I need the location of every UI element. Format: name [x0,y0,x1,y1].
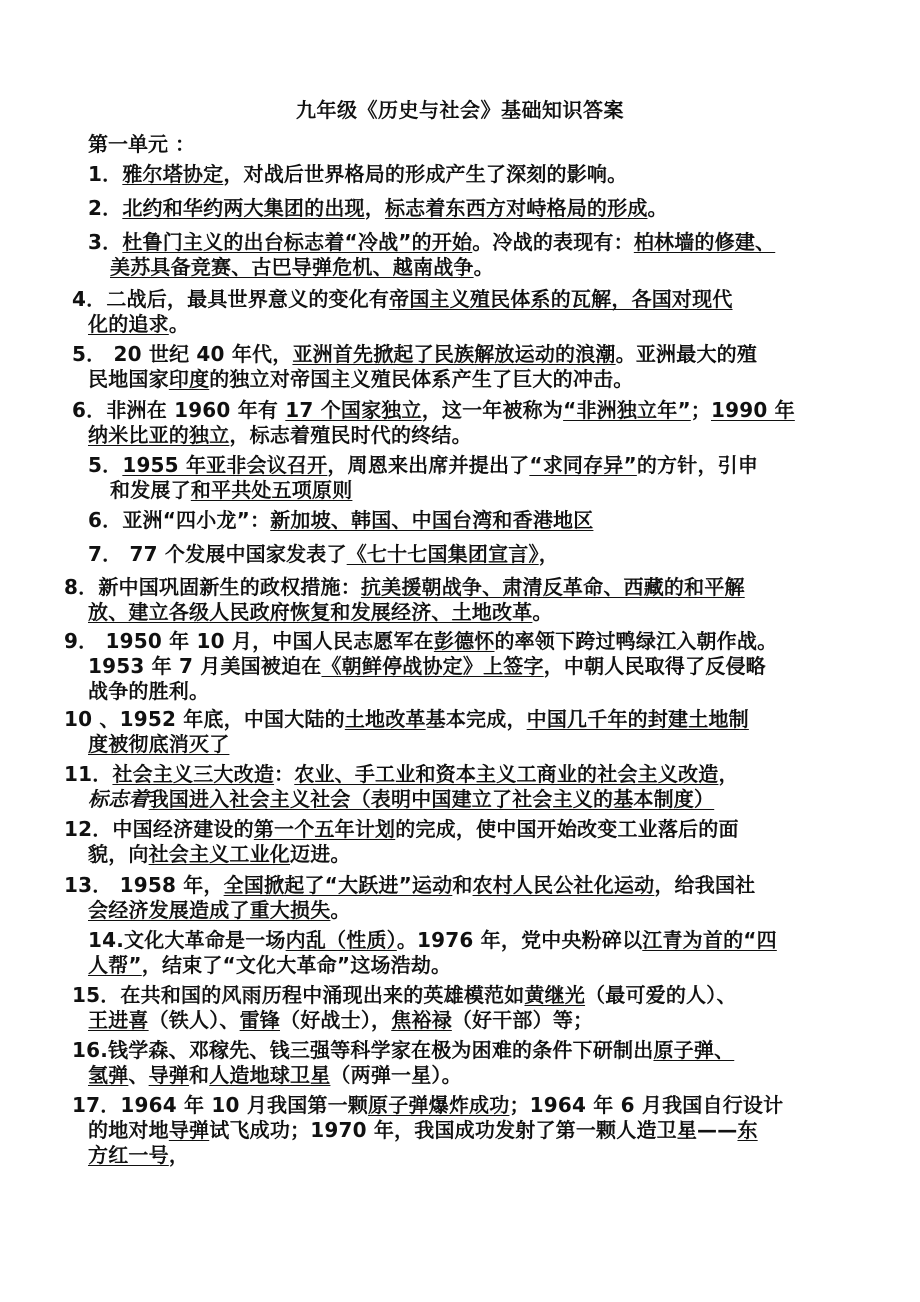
text-segment: 1953 年 7 月美国被迫在 [88,654,322,678]
item-line [64,817,824,842]
list-item [88,542,848,567]
answer-underlined: 纳米比亚的独立 [88,423,230,447]
answer-underlined: 和平共处五项原则 [190,478,353,502]
text-segment: 试飞成功；1970 年，我国成功发射了第一颗人造卫星—— [209,1118,738,1142]
text-segment: 2． [88,196,123,220]
answer-underlined: 农业、手工业和资本主义工商业的社会主义改造 [294,762,719,786]
text-segment: 。 [168,312,190,336]
item-line [72,342,832,367]
list-item [64,707,824,757]
item-line [72,367,832,392]
text-segment: 12．中国经济建设的 [64,817,254,841]
answer-underlined: 《朝鲜停战协定》上签字 [321,654,544,678]
list-item [72,983,832,1033]
text-segment: 13． 1958 年， [64,873,224,897]
answer-underlined: 社会主义三大改造 [112,762,275,786]
text-segment: 10 、1952 年底，中国大陆的 [64,707,345,731]
item-line [72,1008,832,1033]
list-item [88,196,848,221]
text-segment: （最可爱的人）、 [585,983,737,1007]
answer-underlined: 新加坡、韩国、中国台湾和香港地区 [270,508,594,532]
text-segment: ，标志着殖民时代的终结。 [229,423,472,447]
list-item [88,453,848,503]
text-segment: 。 [330,898,351,922]
answer-underlined: 全国掀起了“大跃进”运动 [223,873,453,897]
text-segment: 基本完成， [425,707,527,731]
item-line [64,629,824,654]
answer-underlined: 杜鲁门主义的出台标志着“冷战”的开始 [122,230,473,254]
list-item [88,928,848,978]
item-line [72,1093,832,1118]
answer-underlined: 17 个国家独立 [285,398,422,422]
answer-underlined: “求同存异” [529,453,637,477]
item-line [88,508,848,533]
answer-underlined: 东 [737,1118,758,1142]
answer-underlined: 原子弹爆炸成功 [368,1093,510,1117]
text-segment: 9． 1950 年 10 月，中国人民志愿军在 [64,629,434,653]
text-segment: 14.文化大革命是一场 [88,928,286,952]
answer-underlined: 会经济发展造成了重大损失 [88,898,331,922]
item-line [72,1118,832,1143]
answer-underlined: 抗美援朝战争、肃清反革命、西藏的和平解 [360,575,745,599]
answer-underlined: 北约和华约两大集团的出现 [122,196,365,220]
list-item [88,508,848,533]
item-line [88,542,848,567]
text-segment: 17．1964 年 10 月我国第一颗 [72,1093,369,1117]
text-segment: 迈进。 [290,842,351,866]
answer-underlined: 放、建立各级人民政府恢复和发展经济、土地改革 [88,600,533,624]
text-segment: 。1976 年，党中央粉碎以 [396,928,643,952]
answer-underlined: 帝国主义殖民体系的瓦解，各国对现代 [389,287,733,311]
answer-underlined: 标志着东西方对峙格局的形成 [384,196,648,220]
text-segment: 民地国家 [88,367,169,391]
text-segment: ，给我国社 [654,873,756,897]
answer-underlined: 亚洲首先掀起了民族解放运动的浪潮 [292,342,616,366]
answer-underlined: 人帮” [88,953,142,977]
list-item [72,1038,832,1088]
text-segment: ；1964 年 6 月我国自行设计 [509,1093,784,1117]
item-line [64,842,824,867]
answer-underlined: 内乱（性质） [285,928,397,952]
item-line [64,707,824,732]
text-segment: 8．新中国巩固新生的政权措施： [64,575,361,599]
list-item [64,575,824,625]
text-segment: ： [274,762,295,786]
list-item [72,398,832,448]
text-segment: 5． 20 世纪 40 年代， [72,342,293,366]
item-line [72,1038,832,1063]
item-line [64,762,824,787]
text-segment: 6．亚洲“四小龙”： [88,508,271,532]
text-segment: 。 [647,196,668,220]
text-segment: 4．二战后，最具世界意义的变化有 [72,287,390,311]
text-segment: 和发展了 [110,478,191,502]
item-line [88,928,848,953]
answer-underlined: 化的追求 [88,312,169,336]
text-segment: 7． 77 个发展中国家发表了 [88,542,347,566]
answer-underlined: 第一个五年计划 [253,817,396,841]
item-line [72,398,832,423]
text-segment: 。冷战的表现有： [472,230,634,254]
item-line [88,953,848,978]
text-segment: （好干部）等； [451,1008,594,1032]
list-item [64,817,824,867]
text-segment: 和 [452,873,473,897]
list-item [72,287,832,337]
text-segment: 5． [88,453,123,477]
text-segment: 、 [128,1063,149,1087]
answer-underlined: 中国几千年的封建土地制 [526,707,749,731]
answer-underlined: 柏林墙的修建、 [633,230,776,254]
text-segment: 16.钱学森、邓稼先、钱三强等科学家在极为困难的条件下研制出 [72,1038,654,1062]
answer-underlined: 1990 年 [711,398,795,422]
answer-underlined: 我国进入社会主义社会（表明中国建立了社会主义的基本制度） [148,787,715,811]
answer-underlined: 焦裕禄 [391,1008,452,1032]
text-segment: 和 [189,1063,210,1087]
item-line [88,230,848,255]
unit-heading: 第一单元 ： [88,132,195,156]
answer-underlined: 社会主义工业化 [148,842,291,866]
answer-underlined: 人造地球卫星 [209,1063,331,1087]
text-segment: （好战士）， [280,1008,392,1032]
text-segment: ，中朝人民取得了反侵略 [543,654,766,678]
text-segment: 。亚洲最大的殖 [615,342,758,366]
item-line [72,423,832,448]
answer-underlined: 氢弹 [88,1063,129,1087]
text-segment: 的方针，引申 [636,453,759,477]
text-segment: 11． [64,762,113,786]
text-segment: 战争的胜利。 [88,679,210,703]
text-segment: ，结束了“文化大革命”这场浩劫。 [141,953,452,977]
item-line [64,575,824,600]
answer-underlined: 《七十七国集团宣言》 [346,542,539,566]
answer-underlined: 农村人民公社化运动 [472,873,655,897]
text-segment: ， [168,1143,190,1167]
text-segment: ， [538,542,559,566]
list-item [88,162,848,187]
text-segment: 15．在共和国的风雨历程中涌现出来的英雄模范如 [72,983,525,1007]
list-item [64,873,824,923]
answer-underlined: 彭德怀 [433,629,495,653]
answer-underlined: 原子弹、 [653,1038,735,1062]
answer-underlined: 江青为首的“四 [642,928,777,952]
answer-underlined: 度被彻底消灭了 [88,732,230,756]
answer-underlined: 土地改革 [344,707,426,731]
item-line [64,654,824,679]
text-segment: 6．非洲在 1960 年有 [72,398,286,422]
text-segment: ，周恩来出席并提出了 [327,453,530,477]
list-item [88,230,848,280]
text-segment: 貌，向 [88,842,149,866]
item-line [64,679,824,704]
text-segment: ， [364,196,385,220]
answer-underlined: 美苏具备竞赛、古巴导弹危机、越南战争 [110,255,474,279]
answer-underlined: 雷锋 [239,1008,281,1032]
text-segment: （铁人）、 [148,1008,240,1032]
item-line [64,732,824,757]
answer-underlined: 印度 [168,367,210,391]
list-item [72,342,832,392]
list-item [64,629,824,704]
answer-underlined: 王进喜 [88,1008,149,1032]
answer-underlined: 方红一号 [88,1143,169,1167]
item-line [88,255,848,280]
text-segment: ； [690,398,711,422]
answer-underlined: 导弹 [148,1063,190,1087]
text-segment: 的率领下跨过鸭绿江入朝作战。 [494,629,778,653]
answer-underlined: 1955 年亚非会议召开 [122,453,328,477]
item-line [72,983,832,1008]
text-segment: 。 [473,255,494,279]
italic-text: 标志着 [88,787,149,811]
text-segment: ，对战后世界格局的形成产生了深刻的影响。 [223,162,628,186]
text-segment: ，这一年被称为 [421,398,564,422]
text-segment: 。 [532,600,553,624]
answer-underlined: 黄继光 [524,983,586,1007]
text-segment: 的地对地 [88,1118,169,1142]
item-line [64,898,824,923]
answer-underlined: 雅尔塔协定 [122,162,224,186]
item-line [88,162,848,187]
text-segment: （两弹一星）。 [330,1063,462,1087]
item-line [64,787,824,812]
list-item [72,1093,832,1168]
item-line [64,600,824,625]
item-line [88,453,848,478]
text-segment: 的完成，使中国开始改变工业落后的面 [395,817,739,841]
page-title: 九年级《历史与社会》基础知识答案 [296,98,624,122]
answer-underlined: “非洲独立年” [563,398,691,422]
item-line [72,1143,832,1168]
text-segment: 1． [88,162,123,186]
item-line [72,287,832,312]
item-line [64,873,824,898]
item-line [72,1063,832,1088]
item-line [88,478,848,503]
text-segment: 3． [88,230,123,254]
answer-underlined: 导弹 [168,1118,210,1142]
item-line [88,196,848,221]
text-segment: ， [718,762,739,786]
list-item [64,762,824,812]
item-line [72,312,832,337]
text-segment: 的独立对帝国主义殖民体系产生了巨大的冲击。 [209,367,634,391]
